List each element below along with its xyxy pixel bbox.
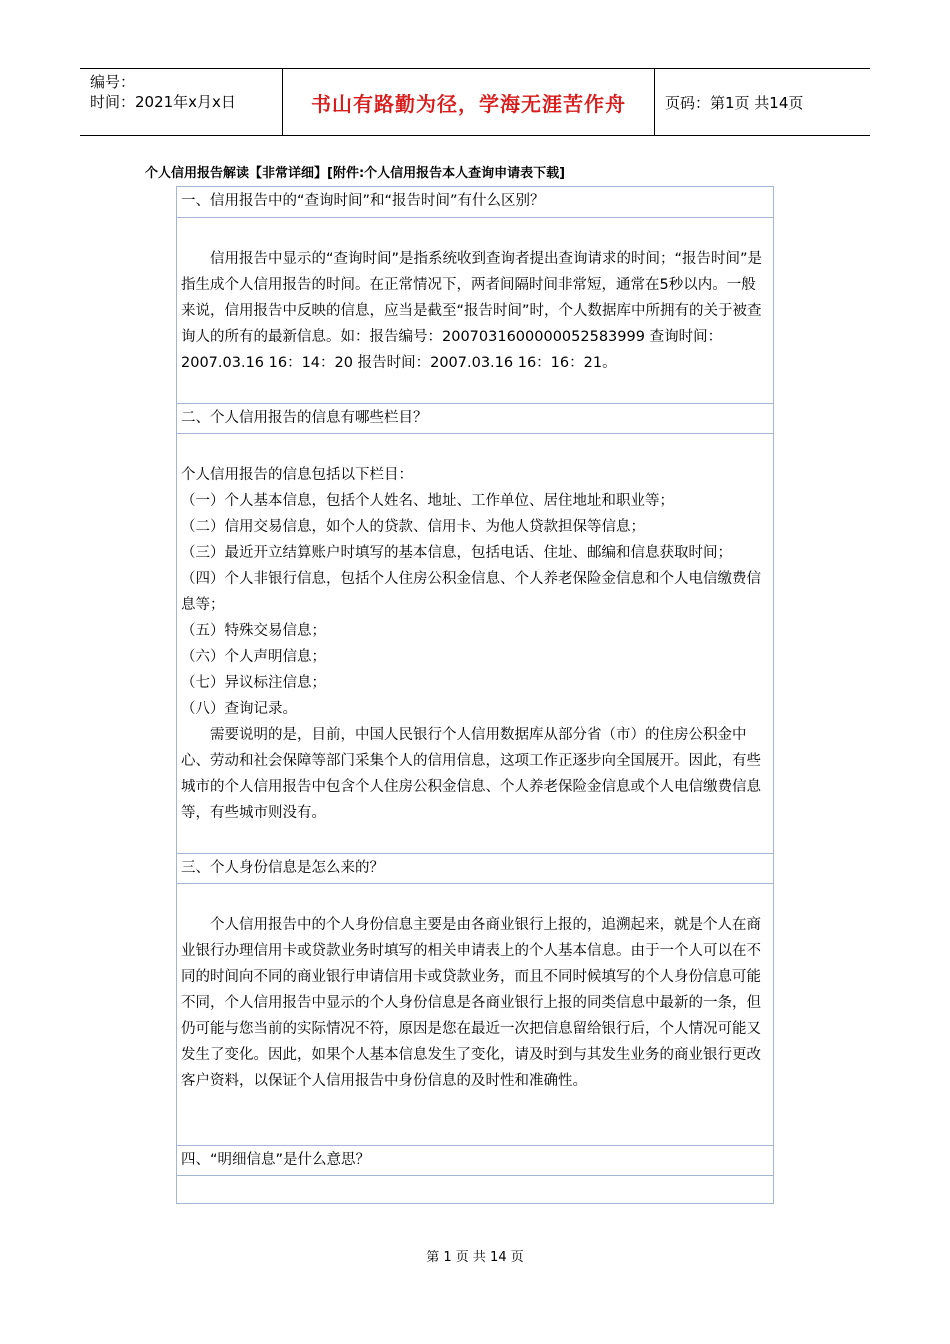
list-item: （二）信用交易信息，如个人的贷款、信用卡、为他人贷款担保等信息； — [181, 519, 645, 535]
document-time: 时间：2021年x月x日 — [90, 93, 236, 111]
list-item: （八）查询记录。 — [181, 701, 297, 717]
question-4: 四、“明细信息”是什么意思？ — [177, 1145, 773, 1175]
list-item: （五）特殊交易信息； — [181, 623, 326, 639]
list-item: （一）个人基本信息，包括个人姓名、地址、工作单位、居住地址和职业等； — [181, 493, 674, 509]
answer-3-text: 个人信用报告中的个人身份信息主要是由各商业银行上报的，追溯起来，就是个人在商业银行办理信用卡或贷款业务时填写的相关申请表上的个人基本信息。由于一个人可以在不同的时间向不同的商业银行申请信用卡或贷款业务，而且不同时候填写的个人身份信息可能不同，个人信用报告中显示的个人身份信息是各商业银行上报的同类信息中最新的一条，但仍可能与您当前的实际情况不符，原因是您在最近一次把信息留给银行后，个人情况可能又发生了变化。因此，如果个人基本信息发生了变化，请及时到与其发生业务的商业银行更改客户资料，以保证个人信用报告中身份信息的及时性和准确性。 — [181, 917, 761, 1089]
qa-table — [176, 186, 774, 1204]
answer-1-text: 信用报告中显示的“查询时间”是指系统收到查询者提出查询请求的时间；“报告时间”是指生成个人信用报告的时间。在正常情况下，两者间隔时间非常短，通常在5秒以内。一般来说，信用报告中反映的信息，应当是截至“报告时间”时，个人数据库中所拥有的关于被查询人的所有的最新信息。如：报告编号：2007031600000052583999 查询时间：2007.03.16 16：14：20 报告时间：2007.03.16 16：16：21。 — [181, 251, 763, 371]
page-header — [80, 68, 870, 136]
answer-2-intro: 个人信用报告的信息包括以下栏目： — [181, 467, 413, 483]
list-item: （四）个人非银行信息，包括个人住房公积金信息、个人养老保险金信息和个人电信缴费信息等； — [181, 571, 761, 613]
header-page-info: 页码：第1页 共14页 — [665, 93, 804, 112]
answer-3 — [177, 883, 773, 1145]
list-item: （七）异议标注信息； — [181, 675, 326, 691]
header-motto-cell — [283, 69, 655, 135]
list-item: （六）个人声明信息； — [181, 649, 326, 665]
header-meta — [80, 69, 283, 135]
answer-1 — [177, 217, 773, 403]
document-number-label: 编号： — [90, 73, 136, 91]
page-footer: 第 1 页 共 14 页 — [426, 1250, 524, 1265]
answer-4-empty — [177, 1175, 773, 1203]
answer-2 — [177, 433, 773, 853]
list-item: （三）最近开立结算账户时填写的基本信息，包括电话、住址、邮编和信息获取时间； — [181, 545, 732, 561]
question-2: 二、个人信用报告的信息有哪些栏目？ — [177, 403, 773, 433]
question-1: 一、信用报告中的“查询时间”和“报告时间”有什么区别？ — [181, 193, 545, 209]
document-title: 个人信用报告解读【非常详细】[附件:个人信用报告本人查询申请表下载] — [145, 166, 566, 181]
header-motto: 书山有路勤为径，学海无涯苦作舟 — [311, 91, 626, 116]
question-3: 三、个人身份信息是怎么来的？ — [177, 853, 773, 883]
answer-2-note: 需要说明的是，目前，中国人民银行个人信用数据库从部分省（市）的住房公积金中心、劳动和社会保障等部门采集个人的信用信息，这项工作正逐步向全国展开。因此，有些城市的个人信用报告中包含个人住房公积金信息、个人养老保险金信息或个人电信缴费信息等，有些城市则没有。 — [181, 727, 761, 821]
